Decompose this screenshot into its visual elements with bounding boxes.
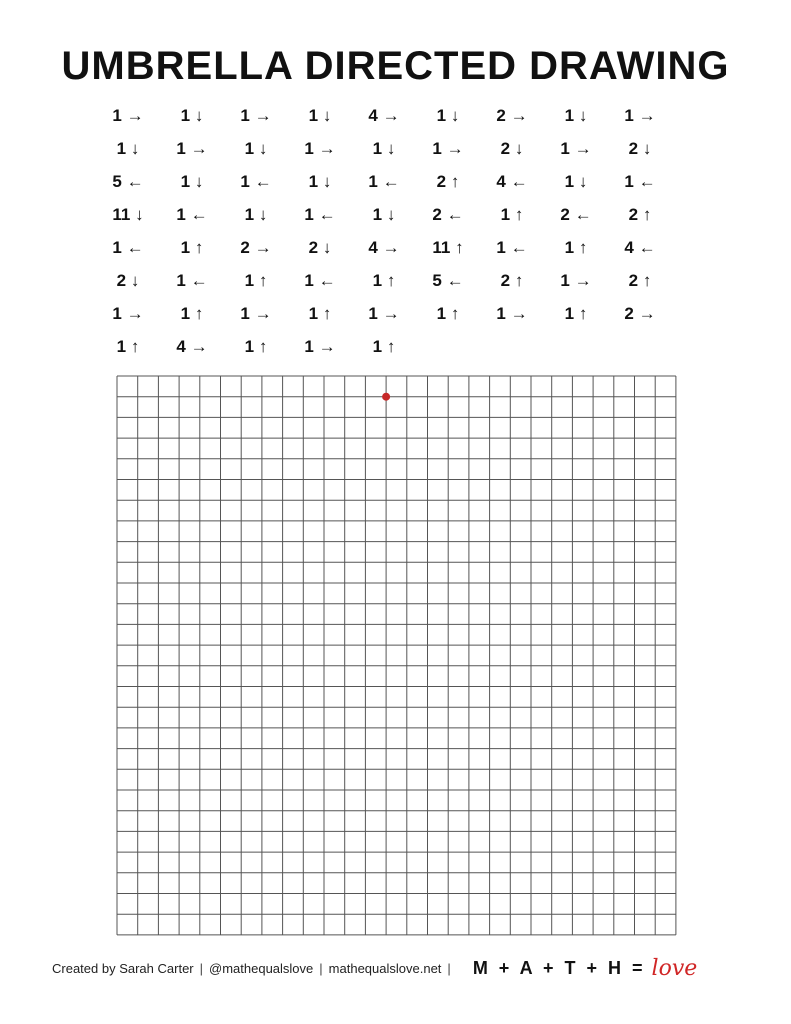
direction-step: 1 → <box>560 271 592 290</box>
direction-step: 1 ↑ <box>180 238 204 257</box>
direction-step: 2 → <box>496 106 528 125</box>
direction-step: 1 ← <box>624 172 656 191</box>
direction-step: 4 ← <box>624 238 656 257</box>
direction-step: 1 ↑ <box>116 337 140 356</box>
brand-logo <box>473 956 697 981</box>
direction-step: 1 ↓ <box>564 172 588 191</box>
direction-step: 1 ↑ <box>564 238 588 257</box>
direction-step: 5 ← <box>432 271 464 290</box>
direction-step: 1 ← <box>368 172 400 191</box>
website-link[interactable]: mathequalslove.net <box>328 961 442 976</box>
direction-step: 2 ← <box>560 205 592 224</box>
direction-step: 2 ↓ <box>308 238 332 257</box>
direction-step: 1 ↓ <box>308 172 332 191</box>
direction-step: 4 ← <box>496 172 528 191</box>
direction-step: 1 ← <box>240 172 272 191</box>
creator-credit: Created by Sarah Carter <box>52 961 194 976</box>
direction-step: 1 ↑ <box>244 337 268 356</box>
direction-step: 1 → <box>432 139 464 158</box>
direction-step: 2 ↑ <box>500 271 524 290</box>
direction-step: 1 ↓ <box>116 139 140 158</box>
direction-step: 1 ↓ <box>372 139 396 158</box>
drawing-grid <box>116 375 677 941</box>
direction-step: 2 ↓ <box>116 271 140 290</box>
direction-step: 1 ← <box>304 271 336 290</box>
direction-step: 1 ↑ <box>564 304 588 323</box>
direction-step: 1 ↓ <box>180 172 204 191</box>
direction-step: 1 → <box>304 139 336 158</box>
direction-step: 1 ↓ <box>244 205 268 224</box>
direction-step: 1 → <box>176 139 208 158</box>
direction-step: 1 ↑ <box>244 271 268 290</box>
footer <box>52 956 697 981</box>
direction-step: 4 → <box>176 337 208 356</box>
direction-step: 2 → <box>624 304 656 323</box>
direction-step: 2 ↑ <box>436 172 460 191</box>
direction-step: 1 → <box>304 337 336 356</box>
direction-step: 1 ← <box>304 205 336 224</box>
directions-list <box>112 104 712 364</box>
direction-step: 1 ↓ <box>564 106 588 125</box>
footer-separator: | <box>319 961 323 976</box>
direction-step: 1 ← <box>496 238 528 257</box>
direction-step: 1 ↑ <box>180 304 204 323</box>
direction-step: 1 ↑ <box>500 205 524 224</box>
direction-step: 1 ↓ <box>308 106 332 125</box>
footer-separator: | <box>447 961 451 976</box>
direction-step: 1 ← <box>176 205 208 224</box>
direction-step: 1 → <box>368 304 400 323</box>
direction-step: 1 → <box>240 304 272 323</box>
logo-letters: M + A + T + H = <box>472 958 646 978</box>
social-handle: @mathequalslove <box>209 961 314 976</box>
direction-step: 1 ↑ <box>436 304 460 323</box>
direction-step: 1 → <box>560 139 592 158</box>
direction-step: 11 ↑ <box>432 238 464 257</box>
direction-step: 4 → <box>368 238 400 257</box>
direction-step: 1 ← <box>112 238 144 257</box>
direction-step: 1 ↓ <box>436 106 460 125</box>
direction-step: 5 ← <box>112 172 144 191</box>
direction-step: 2 ↑ <box>628 271 652 290</box>
direction-step: 1 → <box>240 106 272 125</box>
direction-step: 1 ← <box>176 271 208 290</box>
direction-step: 1 ↓ <box>244 139 268 158</box>
direction-step: 2 ↓ <box>500 139 524 158</box>
direction-step: 2 ↓ <box>628 139 652 158</box>
logo-love-word: love <box>651 956 698 981</box>
direction-step: 2 → <box>240 238 272 257</box>
direction-step: 1 ↑ <box>372 271 396 290</box>
direction-step: 1 → <box>112 106 144 125</box>
direction-step: 4 → <box>368 106 400 125</box>
start-point-dot <box>382 393 390 401</box>
direction-step: 2 ↑ <box>628 205 652 224</box>
footer-separator: | <box>199 961 204 976</box>
direction-step: 1 ↓ <box>372 205 396 224</box>
direction-step: 1 → <box>112 304 144 323</box>
direction-step: 2 ← <box>432 205 464 224</box>
direction-step: 11 ↓ <box>112 205 144 224</box>
direction-step: 1 ↓ <box>180 106 204 125</box>
direction-step: 1 ↑ <box>308 304 332 323</box>
page-title: UMBRELLA DIRECTED DRAWING <box>61 44 730 88</box>
direction-step: 1 → <box>624 106 656 125</box>
direction-step: 1 → <box>496 304 528 323</box>
direction-step: 1 ↑ <box>372 337 396 356</box>
